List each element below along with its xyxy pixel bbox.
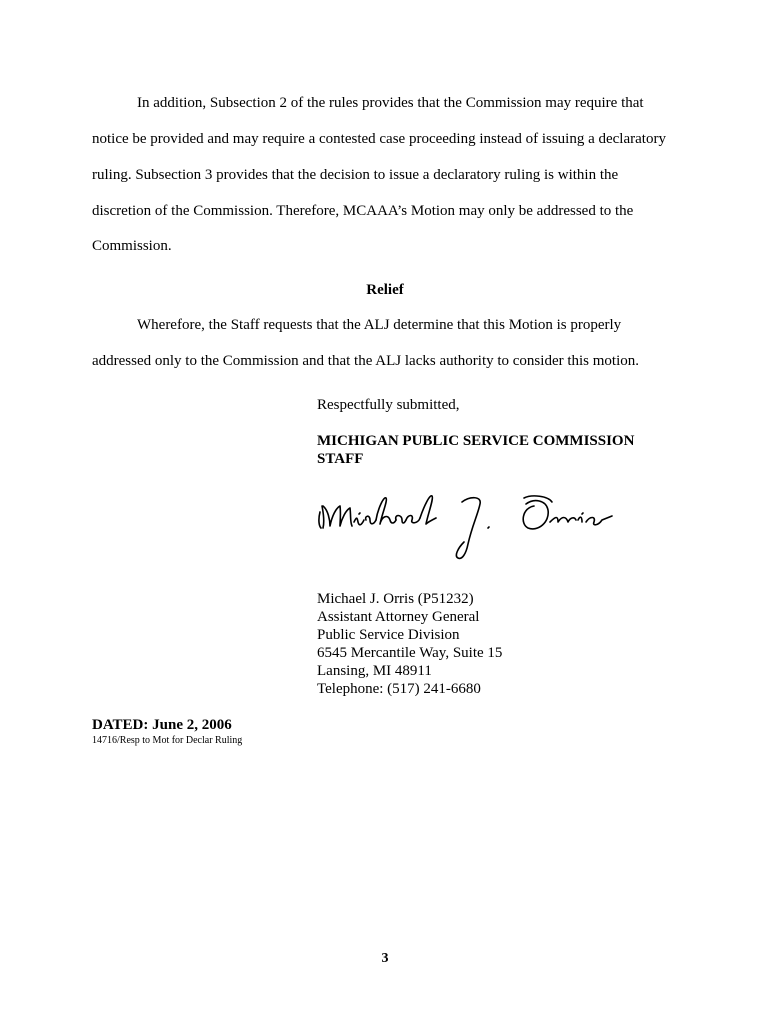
file-reference: 14716/Resp to Mot for Declar Ruling	[92, 735, 243, 746]
signer-city: Lansing, MI 48911	[317, 663, 432, 679]
organization-name: MICHIGAN PUBLIC SERVICE COMMISSION	[317, 433, 635, 449]
relief-heading: Relief	[366, 282, 404, 298]
paragraph-line: notice be provided and may require a contested case proceeding instead of issuing a declaratory	[92, 131, 666, 147]
paragraph-line: Commission.	[92, 238, 172, 254]
dated-line: DATED: June 2, 2006	[92, 717, 232, 733]
signer-title: Assistant Attorney General	[317, 609, 480, 625]
paragraph-line: ruling. Subsection 3 provides that the decision to issue a declaratory ruling is within the	[92, 167, 619, 183]
signer-telephone: Telephone: (517) 241-6680	[317, 681, 481, 697]
paragraph-line: discretion of the Commission. Therefore, MCAAA’s Motion may only be addressed to the	[92, 203, 634, 219]
signer-division: Public Service Division	[317, 627, 460, 643]
paragraph-line: In addition, Subsection 2 of the rules provides that the Commission may require that	[137, 95, 644, 111]
signer-address: 6545 Mercantile Way, Suite 15	[317, 645, 503, 661]
paragraph-line: addressed only to the Commission and that the ALJ lacks authority to consider this motion.	[92, 353, 640, 369]
paragraph-line: Wherefore, the Staff requests that the ALJ determine that this Motion is properly	[137, 317, 622, 333]
page-number: 3	[381, 951, 389, 966]
organization-name: STAFF	[317, 451, 364, 467]
signer-name: Michael J. Orris (P51232)	[317, 591, 474, 607]
respectfully-submitted: Respectfully submitted,	[317, 397, 460, 413]
signature-image	[312, 486, 632, 576]
